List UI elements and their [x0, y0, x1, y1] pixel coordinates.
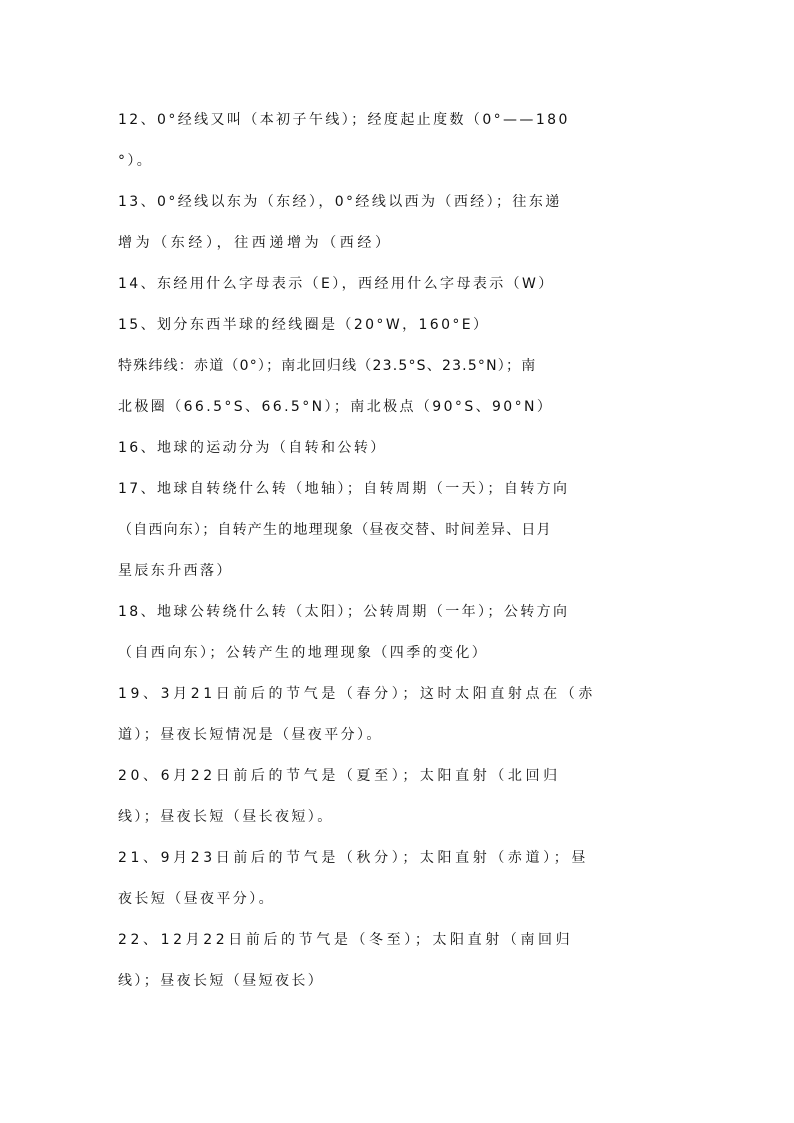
text-line-8: 北极圈（66.5°S、66.5°N）；南北极点（90°S、90°N）	[118, 399, 554, 415]
text-line-2: °）。	[118, 153, 154, 169]
text-line-1: 12、0°经线又叫（本初子午线）；经度起止度数（0°——180	[118, 112, 570, 128]
text-line-18: 线）；昼夜长短（昼长夜短）。	[118, 809, 334, 825]
text-line-6: 15、划分东西半球的经线圈是（20°W，160°E）	[118, 317, 490, 333]
text-line-22: 线）；昼夜长短（昼短夜长）	[118, 973, 325, 989]
text-line-10: 17、地球自转绕什么转（地轴）；自转周期（一天）；自转方向	[118, 481, 570, 497]
text-line-9: 16、地球的运动分为（自转和公转）	[118, 440, 387, 456]
text-line-20: 夜长短（昼夜平分）。	[118, 891, 275, 907]
text-line-15: 19、3月21日前后的节气是（春分）；这时太阳直射点在（赤	[118, 686, 596, 702]
text-line-4: 增为（东经），往西递增为（西经）	[118, 235, 393, 251]
text-line-7: 特殊纬线：赤道（0°）；南北回归线（23.5°S、23.5°N）；南	[118, 358, 537, 374]
text-line-21: 22、12月22日前后的节气是（冬至）；太阳直射（南回归	[118, 932, 574, 948]
text-line-16: 道）；昼夜长短情况是（昼夜平分）。	[118, 727, 383, 743]
text-line-5: 14、东经用什么字母表示（E），西经用什么字母表示（W）	[118, 276, 555, 292]
text-line-3: 13、0°经线以东为（东经），0°经线以西为（西经）；往东递	[118, 194, 562, 210]
text-line-19: 21、9月23日前后的节气是（秋分）；太阳直射（赤道）；昼	[118, 850, 589, 866]
text-line-17: 20、6月22日前后的节气是（夏至）；太阳直射（北回归	[118, 768, 561, 784]
text-line-13: 18、地球公转绕什么转（太阳）；公转周期（一年）；公转方向	[118, 604, 570, 620]
text-line-11: （自西向东）；自转产生的地理现象（昼夜交替、时间差异、日月	[118, 522, 552, 538]
text-line-14: （自西向东）；公转产生的地理现象（四季的变化）	[118, 645, 489, 661]
document-body	[118, 100, 678, 1002]
text-line-12: 星辰东升西落）	[118, 563, 233, 579]
